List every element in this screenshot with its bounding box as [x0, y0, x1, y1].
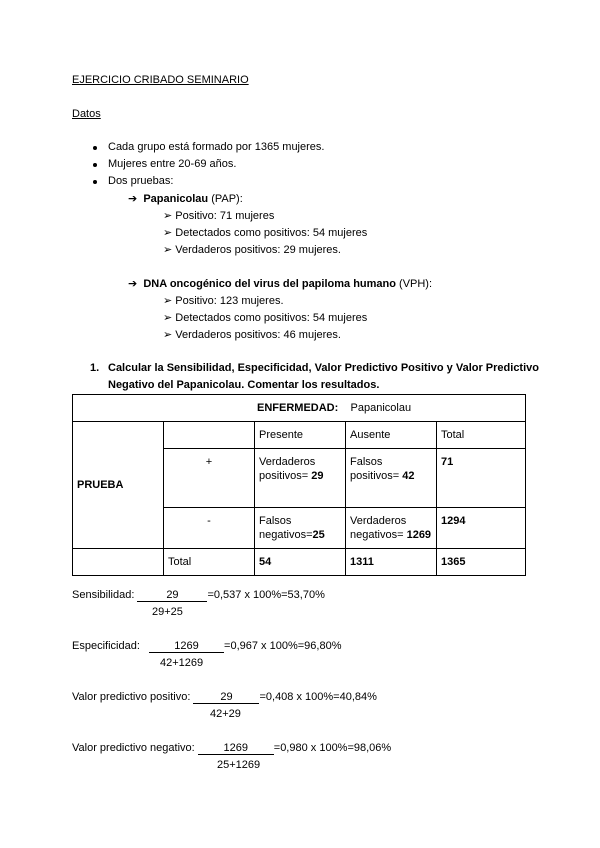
- question-line: Calcular la Sensibilidad, Especificidad, Valor Predictivo Positivo y Valor Predictivo: [108, 362, 539, 374]
- fp-label: Falsos positivos=: [350, 456, 403, 482]
- empty-cell: [164, 422, 255, 449]
- formula-denominator: 29+25: [152, 606, 183, 618]
- bullet-item: Cada grupo está formado por 1365 mujeres.: [108, 141, 325, 153]
- formula-vpn: [72, 742, 391, 755]
- vph-name: DNA oncogénico del virus del papiloma humano: [143, 278, 396, 290]
- pap-item: [163, 226, 367, 239]
- formula-denominator: 25+1269: [217, 759, 261, 771]
- prueba-label: PRUEBA: [73, 422, 164, 549]
- arrowhead-bullet-icon: ➢: [163, 243, 173, 256]
- vn-value: 1269: [406, 529, 432, 541]
- vph-item-text: Verdaderos positivos: 46 mujeres.: [175, 329, 341, 341]
- bullet-dot: [93, 146, 97, 150]
- formula-label: Especificidad:: [72, 640, 140, 652]
- vph-item: [163, 328, 341, 341]
- pap-name: Papanicolau: [143, 193, 209, 205]
- formula-label: Valor predictivo negativo:: [72, 742, 195, 754]
- empty-cell: [73, 549, 164, 576]
- datos-heading: Datos: [72, 108, 101, 120]
- formula-sensibilidad: [72, 589, 325, 602]
- contingency-table: [72, 394, 526, 576]
- vph-item-text: Detectados como positivos: 54 mujeres: [175, 312, 368, 324]
- formula-result: =0,967 x 100%=96,80%: [224, 640, 342, 652]
- pap-name-rest: (PAP):: [208, 193, 243, 205]
- formula-denominator: 42+1269: [160, 657, 204, 669]
- bullet-item: Mujeres entre 20-69 años.: [108, 158, 237, 170]
- col-header-ausente: Ausente: [346, 422, 437, 449]
- formula-numerator: 29: [193, 691, 259, 704]
- question-line: Negativo del Papanicolau. Comentar los resultados.: [108, 379, 380, 391]
- cell-vn: [346, 508, 437, 549]
- cell-neg-total: 1294: [437, 508, 526, 549]
- vn-label: Verdaderos negativos=: [350, 515, 407, 541]
- document-title: EJERCICIO CRIBADO SEMINARIO: [72, 74, 249, 86]
- enfermedad-value: Papanicolau: [350, 402, 412, 414]
- col-header-presente: Presente: [255, 422, 346, 449]
- row-label-negative: -: [164, 508, 255, 549]
- formula-result: =0,980 x 100%=98,06%: [273, 742, 392, 754]
- col-header-total: Total: [437, 422, 526, 449]
- formula-label: Valor predictivo positivo:: [72, 691, 191, 703]
- formula-especificidad: [72, 640, 341, 653]
- formula-result: =0,537 x 100%=53,70%: [207, 589, 325, 601]
- fn-value: 25: [312, 529, 325, 541]
- arrowhead-bullet-icon: ➢: [163, 294, 173, 307]
- arrowhead-bullet-icon: ➢: [163, 209, 173, 222]
- formula-numerator: 1269: [198, 742, 274, 755]
- arrow-right-icon: ➔: [128, 192, 138, 205]
- formula-result: =0,408 x 100%=40,84%: [259, 691, 377, 703]
- vp-value: 29: [311, 470, 324, 482]
- pap-item-text: Positivo: 71 mujeres: [175, 210, 275, 222]
- cell-fn: [255, 508, 346, 549]
- bullet-dot: [93, 163, 97, 167]
- question-number: 1.: [90, 362, 100, 374]
- vph-item: [163, 311, 367, 324]
- fn-label: Falsos negativos=: [259, 515, 313, 541]
- cell-vp: [255, 449, 346, 508]
- formula-vpp: [72, 691, 377, 704]
- formula-numerator: 1269: [149, 640, 224, 653]
- arrowhead-bullet-icon: ➢: [163, 226, 173, 239]
- table-header-cell: [73, 395, 526, 422]
- cell-total-total: 1365: [437, 549, 526, 576]
- arrowhead-bullet-icon: ➢: [163, 311, 173, 324]
- fp-value: 42: [402, 470, 415, 482]
- vph-item: [163, 294, 284, 307]
- pap-heading: [128, 192, 243, 205]
- vp-label: Verdaderos positivos=: [259, 456, 316, 482]
- pap-item-text: Detectados como positivos: 54 mujeres: [175, 227, 368, 239]
- row-label-total: Total: [164, 549, 255, 576]
- cell-total-ausente: 1311: [346, 549, 437, 576]
- formula-denominator: 42+29: [210, 708, 241, 720]
- vph-name-rest: (VPH):: [395, 278, 433, 290]
- bullet-item: Dos pruebas:: [108, 175, 174, 187]
- pap-item: [163, 243, 341, 256]
- arrowhead-bullet-icon: ➢: [163, 328, 173, 341]
- vph-item-text: Positivo: 123 mujeres.: [175, 295, 284, 307]
- vph-heading: [128, 277, 432, 290]
- pap-item-text: Verdaderos positivos: 29 mujeres.: [175, 244, 341, 256]
- formula-label: Sensibilidad:: [72, 589, 135, 601]
- row-label-positive: +: [164, 449, 255, 508]
- cell-total-presente: 54: [255, 549, 346, 576]
- enfermedad-label: ENFERMEDAD:: [257, 402, 339, 414]
- cell-fp: [346, 449, 437, 508]
- cell-pos-total: 71: [437, 449, 526, 508]
- arrow-right-icon: ➔: [128, 277, 138, 290]
- pap-item: [163, 209, 274, 222]
- bullet-dot: [93, 180, 97, 184]
- formula-numerator: 29: [137, 589, 207, 602]
